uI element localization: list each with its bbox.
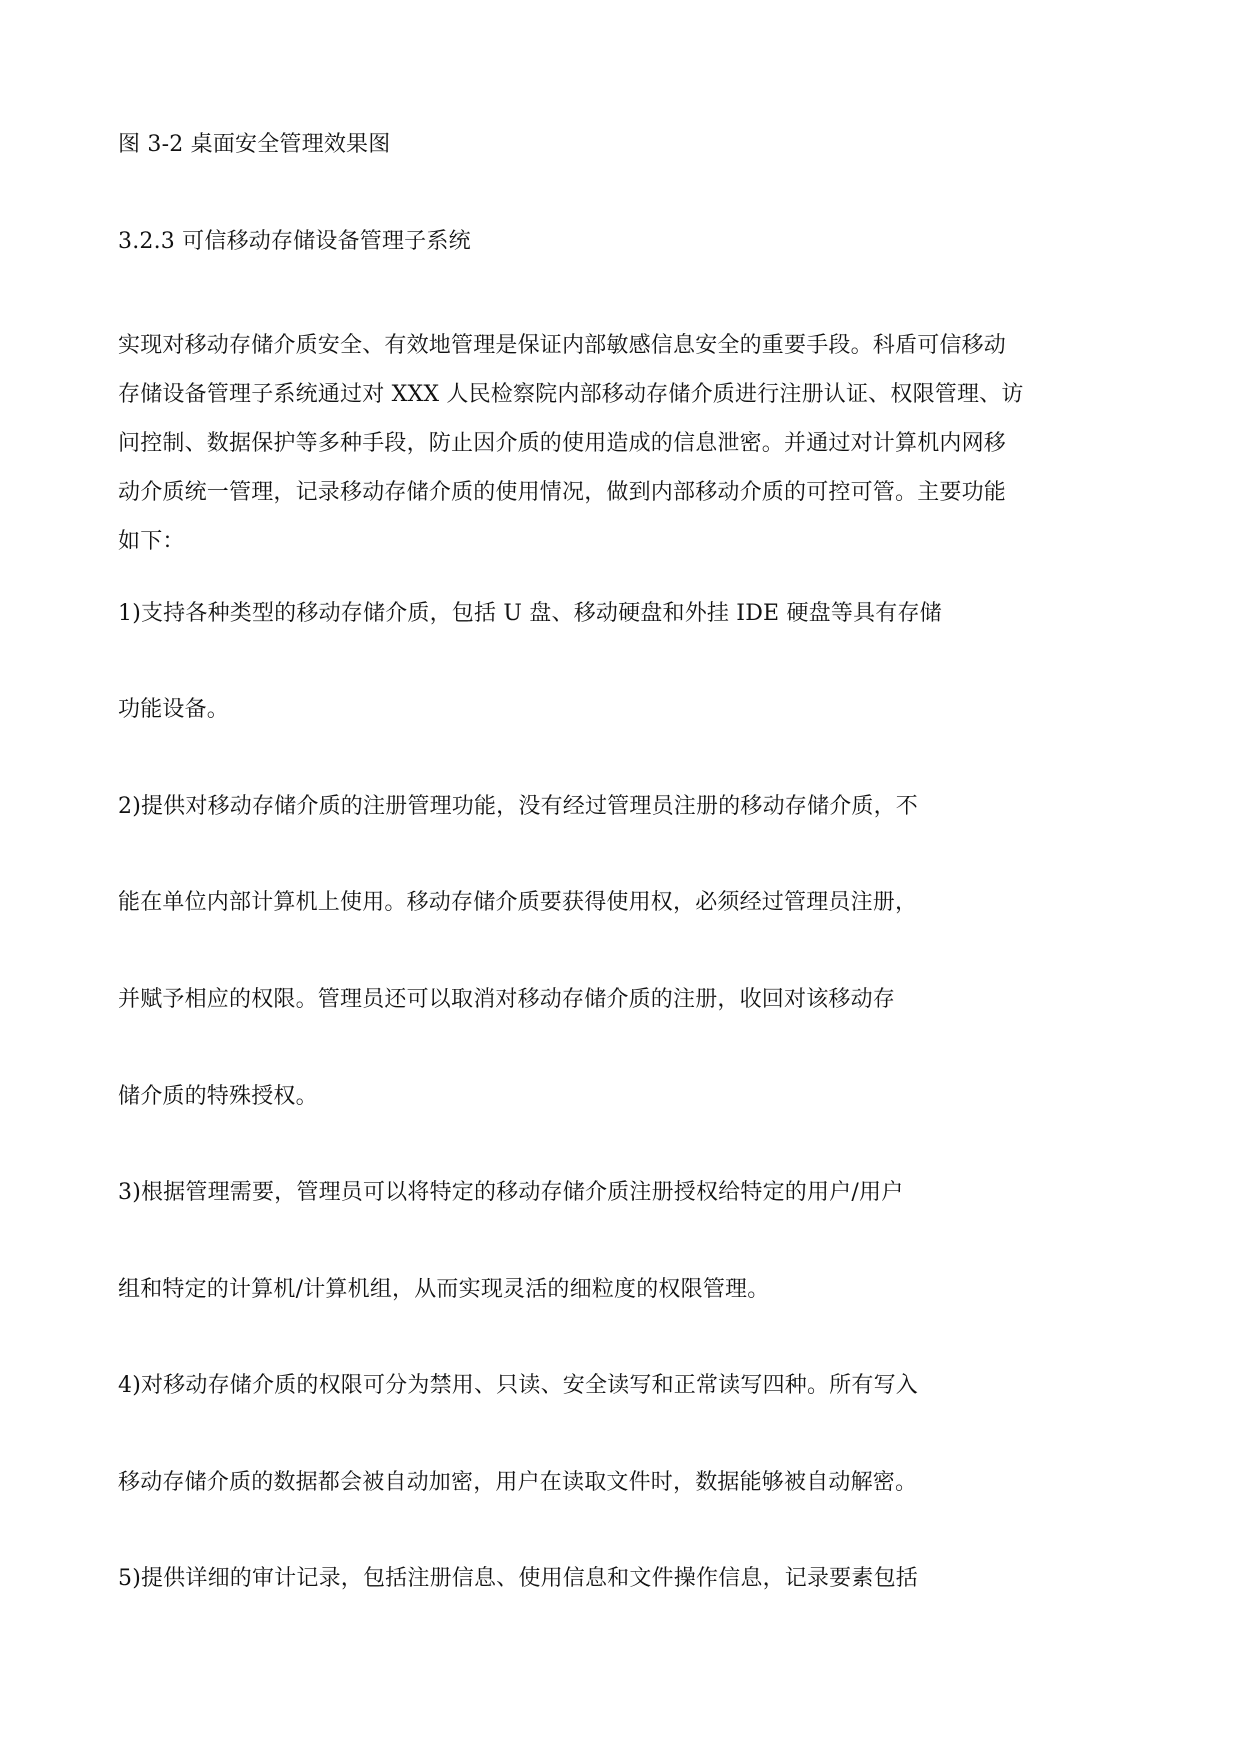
section-heading: 3.2.3 可信移动存储设备管理子系统	[118, 229, 471, 254]
list-item-2-line-1: 2)提供对移动存储介质的注册管理功能，没有经过管理员注册的移动存储介质，不	[118, 794, 918, 819]
figure-caption: 图 3-2 桌面安全管理效果图	[118, 132, 391, 157]
list-item-1-line-2: 功能设备。	[118, 697, 230, 722]
list-item-2-line-2: 能在单位内部计算机上使用。移动存储介质要获得使用权，必须经过管理员注册，	[118, 890, 918, 915]
intro-paragraph	[118, 321, 1118, 566]
list-item-2-line-4: 储介质的特殊授权。	[118, 1084, 318, 1109]
list-item-4-line-2: 移动存储介质的数据都会被自动加密，用户在读取文件时，数据能够被自动解密。	[118, 1470, 918, 1495]
list-item-1-line-1: 1)支持各种类型的移动存储介质，包括 U 盘、移动硬盘和外挂 IDE 硬盘等具有存储	[118, 601, 942, 626]
list-item-4-line-1: 4)对移动存储介质的权限可分为禁用、只读、安全读写和正常读写四种。所有写入	[118, 1373, 918, 1398]
list-item-5-line-1: 5)提供详细的审计记录，包括注册信息、使用信息和文件操作信息，记录要素包括	[118, 1566, 918, 1591]
paragraph-line: 如下：	[118, 529, 185, 554]
paragraph-line: 存储设备管理子系统通过对 XXX 人民检察院内部移动存储介质进行注册认证、权限管理、访	[118, 382, 1024, 407]
list-item-3-line-2: 组和特定的计算机/计算机组，从而实现灵活的细粒度的权限管理。	[118, 1277, 770, 1302]
list-item-2-line-3: 并赋予相应的权限。管理员还可以取消对移动存储介质的注册，收回对该移动存	[118, 987, 896, 1012]
paragraph-line: 动介质统一管理，记录移动存储介质的使用情况，做到内部移动介质的可控可管。主要功能	[118, 480, 1007, 505]
paragraph-line: 实现对移动存储介质安全、有效地管理是保证内部敏感信息安全的重要手段。科盾可信移动	[118, 333, 1007, 358]
paragraph-line: 问控制、数据保护等多种手段，防止因介质的使用造成的信息泄密。并通过对计算机内网移	[118, 431, 1007, 456]
list-item-3-line-1: 3)根据管理需要，管理员可以将特定的移动存储介质注册授权给特定的用户/用户	[118, 1180, 904, 1205]
